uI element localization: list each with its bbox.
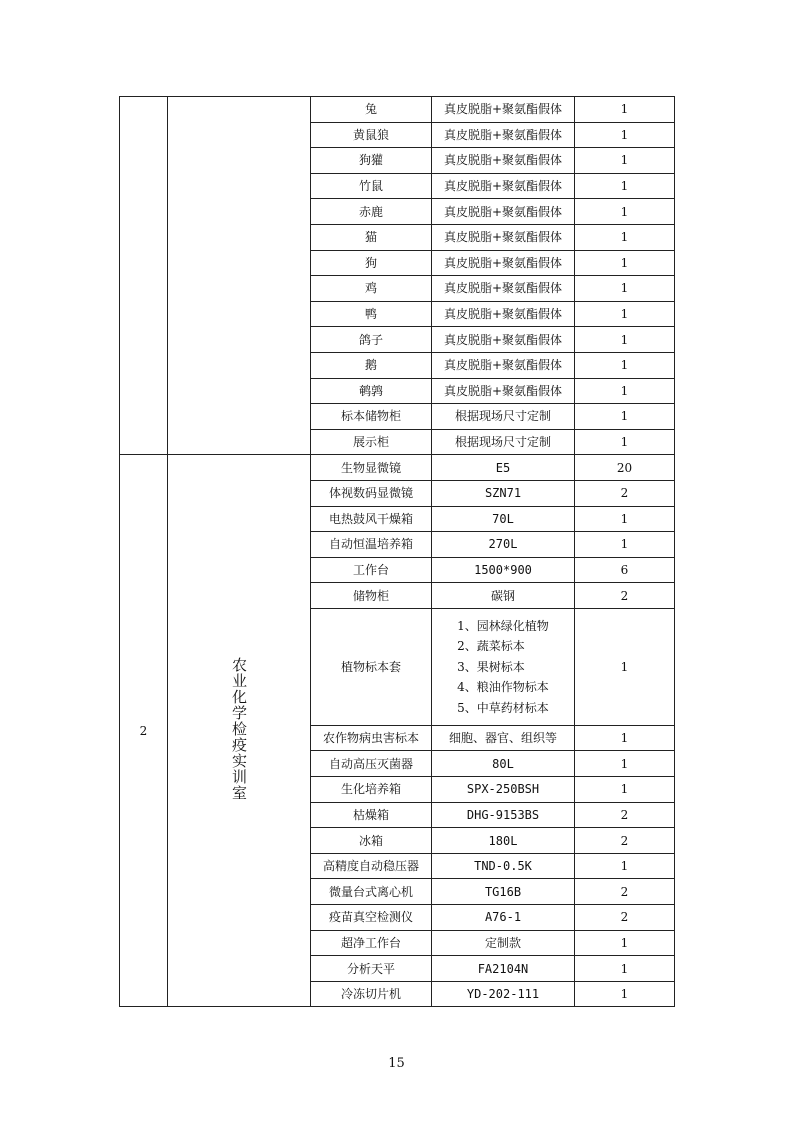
item-name: 超净工作台 [311,930,432,956]
item-qty: 1 [575,250,675,276]
item-name: 标本储物柜 [311,404,432,430]
item-name: 鸽子 [311,327,432,353]
item-qty: 1 [575,122,675,148]
item-name: 生物显微镜 [311,455,432,481]
item-spec: YD-202-111 [432,981,575,1007]
item-qty: 1 [575,97,675,123]
item-name: 狗獾 [311,148,432,174]
item-name: 自动恒温培养箱 [311,532,432,558]
item-spec: 80L [432,751,575,777]
item-spec: A76-1 [432,905,575,931]
item-qty: 1 [575,956,675,982]
item-qty: 1 [575,532,675,558]
item-qty: 1 [575,777,675,803]
page-number: 15 [388,1056,405,1071]
item-name: 兔 [311,97,432,123]
item-qty: 1 [575,173,675,199]
item-name: 工作台 [311,557,432,583]
item-qty: 1 [575,199,675,225]
item-name: 赤鹿 [311,199,432,225]
item-name: 黄鼠狼 [311,122,432,148]
item-spec: 真皮脱脂+聚氨酯假体 [432,327,575,353]
table-row [120,97,675,123]
item-name: 储物柜 [311,583,432,609]
item-name: 自动高压灭菌器 [311,751,432,777]
item-qty: 1 [575,301,675,327]
item-spec-list [432,608,575,725]
item-qty: 1 [575,608,675,725]
item-name: 微量台式离心机 [311,879,432,905]
item-name: 分析天平 [311,956,432,982]
item-name: 鹅 [311,352,432,378]
item-qty: 1 [575,352,675,378]
item-spec: 真皮脱脂+聚氨酯假体 [432,224,575,250]
item-qty: 2 [575,480,675,506]
item-spec: 根据现场尺寸定制 [432,429,575,455]
item-qty: 2 [575,828,675,854]
item-spec: 真皮脱脂+聚氨酯假体 [432,173,575,199]
item-qty: 1 [575,404,675,430]
item-name: 体视数码显微镜 [311,480,432,506]
item-spec: TND-0.5K [432,853,575,879]
item-spec: DHG-9153BS [432,802,575,828]
section-1-room-cell [168,97,311,455]
item-qty: 1 [575,148,675,174]
section-2-room-cell [168,455,311,1007]
equipment-table [119,96,675,1007]
item-spec: 真皮脱脂+聚氨酯假体 [432,250,575,276]
table-row [120,455,675,481]
item-name: 枯燥箱 [311,802,432,828]
item-qty: 2 [575,879,675,905]
item-qty: 1 [575,327,675,353]
item-spec: 真皮脱脂+聚氨酯假体 [432,122,575,148]
item-qty: 1 [575,276,675,302]
item-qty: 6 [575,557,675,583]
item-qty: 1 [575,853,675,879]
item-name: 生化培养箱 [311,777,432,803]
item-spec: 真皮脱脂+聚氨酯假体 [432,276,575,302]
spec-line: 5、中草药材标本 [457,700,549,715]
item-qty: 20 [575,455,675,481]
item-spec: SPX-250BSH [432,777,575,803]
item-spec: 270L [432,532,575,558]
item-qty: 2 [575,905,675,931]
section-2-index: 2 [120,455,168,1007]
item-qty: 1 [575,224,675,250]
item-name: 植物标本套 [311,608,432,725]
item-name: 电热鼓风干燥箱 [311,506,432,532]
item-name: 高精度自动稳压器 [311,853,432,879]
item-qty: 1 [575,930,675,956]
item-spec: 真皮脱脂+聚氨酯假体 [432,199,575,225]
section-1-rows [120,97,675,455]
item-name: 狗 [311,250,432,276]
spec-line: 1、园林绿化植物 [457,618,549,633]
room-name-vertical: 农业化学检疫实训室 [230,656,248,801]
item-spec: 碳钢 [432,583,575,609]
item-spec: E5 [432,455,575,481]
item-qty: 1 [575,506,675,532]
item-qty: 1 [575,725,675,751]
section-2-rows [120,455,675,1007]
item-spec: 真皮脱脂+聚氨酯假体 [432,301,575,327]
item-qty: 1 [575,429,675,455]
item-qty: 1 [575,751,675,777]
spec-line: 4、粮油作物标本 [457,680,549,695]
section-1-index-cell [120,97,168,455]
item-spec: 细胞、器官、组织等 [432,725,575,751]
item-qty: 1 [575,378,675,404]
item-qty: 2 [575,583,675,609]
item-qty: 1 [575,981,675,1007]
item-name: 鹌鹑 [311,378,432,404]
item-name: 冷冻切片机 [311,981,432,1007]
item-name: 鸡 [311,276,432,302]
item-spec: FA2104N [432,956,575,982]
item-spec: 真皮脱脂+聚氨酯假体 [432,97,575,123]
item-spec: 真皮脱脂+聚氨酯假体 [432,378,575,404]
item-spec: 1500*900 [432,557,575,583]
item-spec: 70L [432,506,575,532]
item-name: 鸭 [311,301,432,327]
item-name: 农作物病虫害标本 [311,725,432,751]
item-name: 疫苗真空检测仪 [311,905,432,931]
item-name: 展示柜 [311,429,432,455]
item-spec: 180L [432,828,575,854]
item-spec: TG16B [432,879,575,905]
item-qty: 2 [575,802,675,828]
item-spec: 定制款 [432,930,575,956]
spec-line: 3、果树标本 [457,659,525,674]
item-spec: 真皮脱脂+聚氨酯假体 [432,352,575,378]
item-name: 竹鼠 [311,173,432,199]
item-name: 冰箱 [311,828,432,854]
item-spec: 根据现场尺寸定制 [432,404,575,430]
item-spec: SZN71 [432,480,575,506]
spec-line: 2、蔬菜标本 [457,639,525,654]
item-name: 猫 [311,224,432,250]
item-spec: 真皮脱脂+聚氨酯假体 [432,148,575,174]
